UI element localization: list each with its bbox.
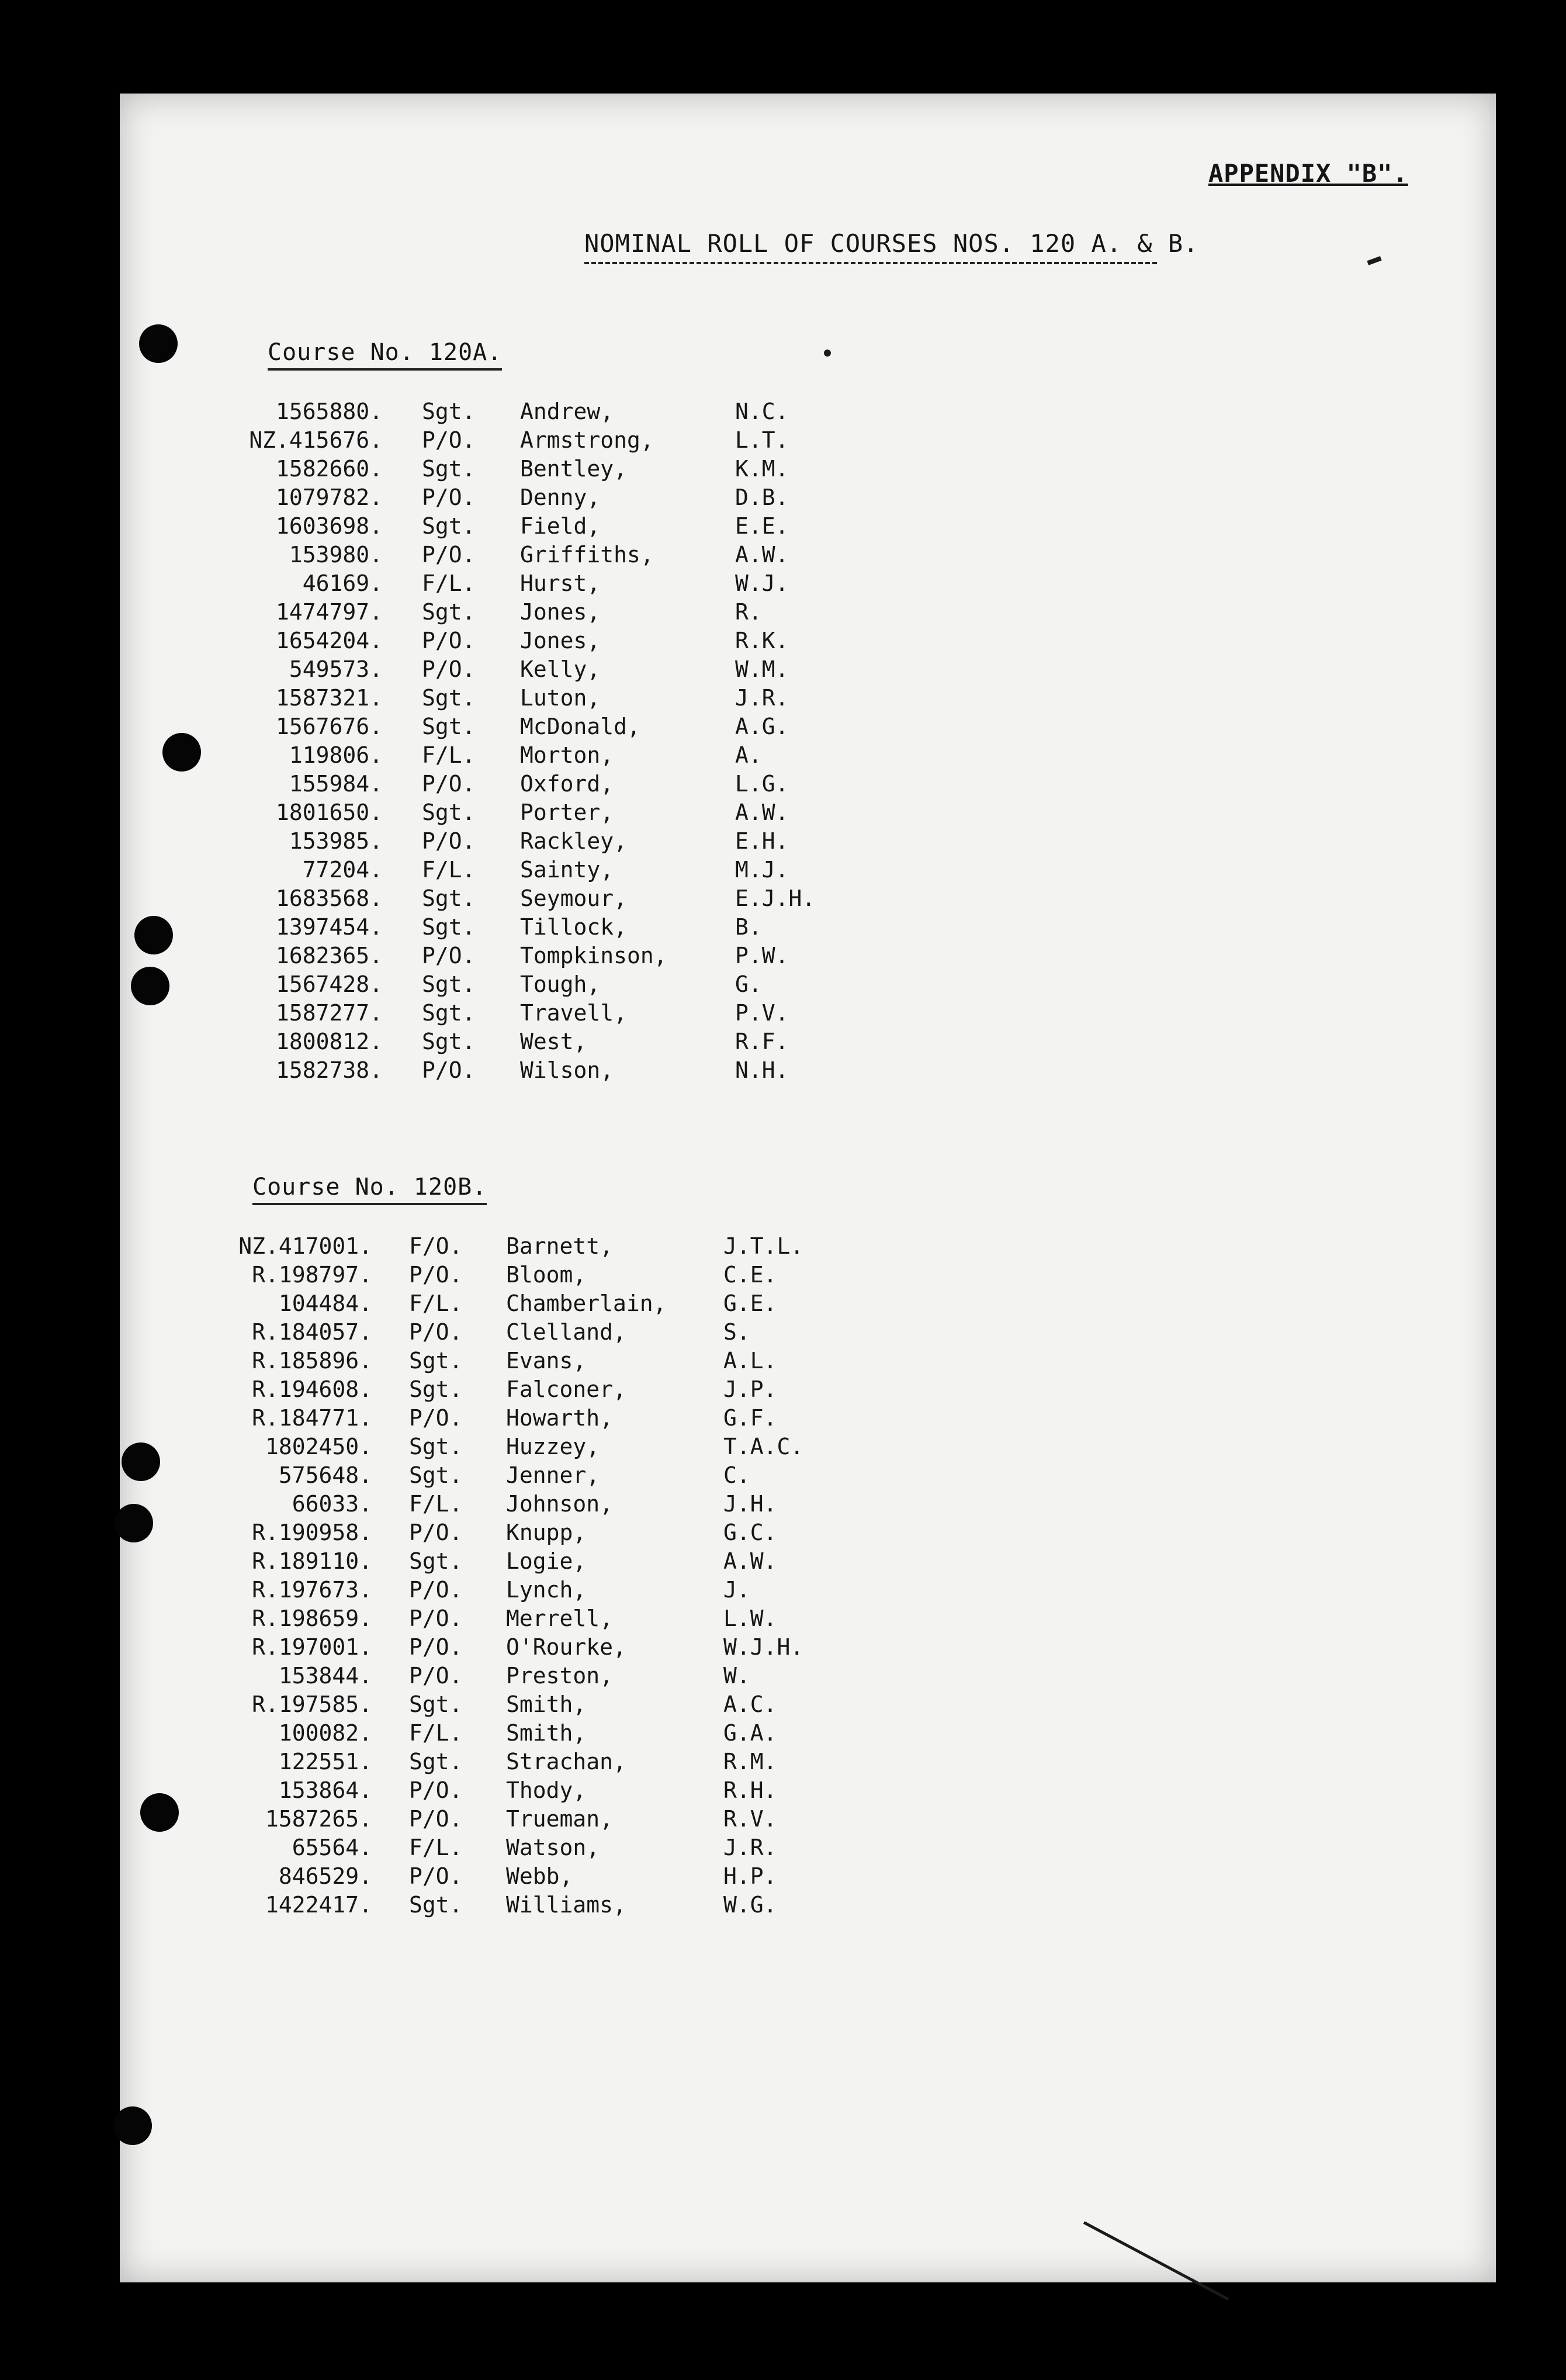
surname: Bentley, xyxy=(520,456,628,482)
surname: Williams, xyxy=(506,1892,626,1918)
rank: P/O. xyxy=(422,427,476,453)
rank: P/O. xyxy=(409,1262,463,1288)
rank: P/O. xyxy=(422,943,476,968)
initials: G.E. xyxy=(723,1291,777,1316)
initials: R.V. xyxy=(723,1806,777,1832)
rank: Sgt. xyxy=(409,1434,463,1459)
service-number: R.197585. xyxy=(252,1691,372,1717)
rank: P/O. xyxy=(422,828,476,854)
surname: Huzzey, xyxy=(506,1434,600,1459)
service-number: 549573. xyxy=(289,656,383,682)
rank: P/O. xyxy=(409,1577,463,1603)
rank: Sgt. xyxy=(409,1376,463,1402)
initials: P.V. xyxy=(735,1000,789,1026)
service-number: 1397454. xyxy=(275,914,383,940)
surname: Luton, xyxy=(520,685,601,711)
service-number: 1474797. xyxy=(275,599,383,625)
service-number: 1683568. xyxy=(275,885,383,911)
initials: W.M. xyxy=(735,656,789,682)
surname: Denny, xyxy=(520,485,601,510)
initials: A.G. xyxy=(735,714,789,739)
service-number: 1587321. xyxy=(275,685,383,711)
surname: Trueman, xyxy=(506,1806,614,1832)
rank: Sgt. xyxy=(422,1000,476,1026)
rank: P/O. xyxy=(422,628,476,653)
course-heading-120a: Course No. 120A. xyxy=(268,339,502,371)
service-number: 104484. xyxy=(278,1291,372,1316)
rank: Sgt. xyxy=(409,1749,463,1774)
surname: Jones, xyxy=(520,599,601,625)
surname: O'Rourke, xyxy=(506,1634,626,1660)
rank: Sgt. xyxy=(409,1691,463,1717)
initials: G.F. xyxy=(723,1405,777,1431)
service-number: R.198659. xyxy=(252,1606,372,1631)
rank: F/O. xyxy=(409,1233,463,1259)
rank: Sgt. xyxy=(409,1548,463,1574)
page-title: NOMINAL ROLL OF COURSES NOS. 120 A. & B. xyxy=(584,229,1199,258)
initials: P.W. xyxy=(735,943,789,968)
surname: Evans, xyxy=(506,1348,587,1374)
initials: R. xyxy=(735,599,762,625)
initials: E.H. xyxy=(735,828,789,854)
rank: P/O. xyxy=(422,771,476,797)
initials: B. xyxy=(735,914,762,940)
surname: Rackley, xyxy=(520,828,628,854)
surname: Morton, xyxy=(520,742,614,768)
surname: Lynch, xyxy=(506,1577,587,1603)
initials: G.C. xyxy=(723,1520,777,1545)
surname: Field, xyxy=(520,513,601,539)
surname: Sainty, xyxy=(520,857,614,883)
rank: P/O. xyxy=(422,1057,476,1083)
service-number: R.185896. xyxy=(252,1348,372,1374)
rank: Sgt. xyxy=(422,971,476,997)
surname: Tompkinson, xyxy=(520,943,667,968)
rank: F/L. xyxy=(409,1491,463,1517)
surname: Armstrong, xyxy=(520,427,654,453)
rank: P/O. xyxy=(409,1863,463,1889)
initials: M.J. xyxy=(735,857,789,883)
initials: W. xyxy=(723,1663,750,1689)
rank: P/O. xyxy=(409,1405,463,1431)
service-number: 1567428. xyxy=(275,971,383,997)
initials: C.E. xyxy=(723,1262,777,1288)
rank: Sgt. xyxy=(422,885,476,911)
rank: F/L. xyxy=(409,1291,463,1316)
surname: Clelland, xyxy=(506,1319,626,1345)
surname: Knupp, xyxy=(506,1520,587,1545)
surname: Seymour, xyxy=(520,885,628,911)
service-number: 1079782. xyxy=(275,485,383,510)
surname: Watson, xyxy=(506,1835,600,1860)
surname: Porter, xyxy=(520,800,614,825)
initials: A.W. xyxy=(735,542,789,568)
surname: Tillock, xyxy=(520,914,628,940)
punch-hole xyxy=(122,1442,160,1481)
punch-hole xyxy=(115,1504,153,1542)
service-number: 153864. xyxy=(278,1777,372,1803)
rank: Sgt. xyxy=(422,456,476,482)
initials: A.W. xyxy=(723,1548,777,1574)
initials: W.J. xyxy=(735,570,789,596)
surname: Kelly, xyxy=(520,656,601,682)
initials: D.B. xyxy=(735,485,789,510)
surname: Tough, xyxy=(520,971,601,997)
initials: S. xyxy=(723,1319,750,1345)
punch-hole xyxy=(134,916,173,954)
service-number: 122551. xyxy=(278,1749,372,1774)
initials: J.P. xyxy=(723,1376,777,1402)
initials: W.G. xyxy=(723,1892,777,1918)
service-number: R.197673. xyxy=(252,1577,372,1603)
service-number: 1654204. xyxy=(275,628,383,653)
service-number: 100082. xyxy=(278,1720,372,1746)
service-number: 575648. xyxy=(278,1462,372,1488)
surname: Thody, xyxy=(506,1777,587,1803)
initials: L.T. xyxy=(735,427,789,453)
surname: Smith, xyxy=(506,1720,587,1746)
service-number: 155984. xyxy=(289,771,383,797)
title-underline xyxy=(584,262,1157,264)
surname: Oxford, xyxy=(520,771,614,797)
service-number: R.197001. xyxy=(252,1634,372,1660)
initials: E.J.H. xyxy=(735,885,816,911)
surname: Falconer, xyxy=(506,1376,626,1402)
surname: Logie, xyxy=(506,1548,587,1574)
rank: F/L. xyxy=(422,742,476,768)
rank: P/O. xyxy=(422,485,476,510)
initials: N.C. xyxy=(735,399,789,424)
surname: West, xyxy=(520,1029,587,1054)
rank: F/L. xyxy=(422,570,476,596)
service-number: R.184771. xyxy=(252,1405,372,1431)
service-number: 153844. xyxy=(278,1663,372,1689)
service-number: R.198797. xyxy=(252,1262,372,1288)
punch-hole xyxy=(113,2106,152,2145)
service-number: 1682365. xyxy=(275,943,383,968)
service-number: 1422417. xyxy=(265,1892,372,1918)
service-number: 1567676. xyxy=(275,714,383,739)
initials: R.M. xyxy=(723,1749,777,1774)
service-number: 119806. xyxy=(289,742,383,768)
surname: Travell, xyxy=(520,1000,628,1026)
rank: Sgt. xyxy=(422,1029,476,1054)
rank: P/O. xyxy=(409,1606,463,1631)
rank: P/O. xyxy=(409,1663,463,1689)
initials: G.A. xyxy=(723,1720,777,1746)
service-number: 153985. xyxy=(289,828,383,854)
rank: F/L. xyxy=(409,1720,463,1746)
initials: R.F. xyxy=(735,1029,789,1054)
initials: H.P. xyxy=(723,1863,777,1889)
initials: J.T.L. xyxy=(723,1233,804,1259)
surname: Merrell, xyxy=(506,1606,614,1631)
service-number: R.184057. xyxy=(252,1319,372,1345)
rank: F/L. xyxy=(422,857,476,883)
initials: L.W. xyxy=(723,1606,777,1631)
course-heading-120b: Course No. 120B. xyxy=(252,1174,487,1205)
rank: P/O. xyxy=(409,1520,463,1545)
service-number: R.189110. xyxy=(252,1548,372,1574)
service-number: 77204. xyxy=(302,857,383,883)
surname: Andrew, xyxy=(520,399,614,424)
initials: J.R. xyxy=(723,1835,777,1860)
rank: Sgt. xyxy=(422,800,476,825)
rank: Sgt. xyxy=(409,1892,463,1918)
service-number: 1582738. xyxy=(275,1057,383,1083)
initials: C. xyxy=(723,1462,750,1488)
initials: G. xyxy=(735,971,762,997)
surname: Hurst, xyxy=(520,570,601,596)
rank: Sgt. xyxy=(409,1348,463,1374)
service-number: 1603698. xyxy=(275,513,383,539)
rank: P/O. xyxy=(409,1319,463,1345)
rank: P/O. xyxy=(409,1777,463,1803)
initials: A. xyxy=(735,742,762,768)
stray-mark xyxy=(824,350,831,357)
surname: Jones, xyxy=(520,628,601,653)
surname: Strachan, xyxy=(506,1749,626,1774)
initials: W.J.H. xyxy=(723,1634,804,1660)
surname: Webb, xyxy=(506,1863,573,1889)
rank: F/L. xyxy=(409,1835,463,1860)
rank: Sgt. xyxy=(422,399,476,424)
rank: Sgt. xyxy=(422,513,476,539)
initials: J.H. xyxy=(723,1491,777,1517)
punch-hole xyxy=(139,324,178,363)
service-number: R.194608. xyxy=(252,1376,372,1402)
surname: McDonald, xyxy=(520,714,640,739)
initials: E.E. xyxy=(735,513,789,539)
initials: K.M. xyxy=(735,456,789,482)
service-number: R.190958. xyxy=(252,1520,372,1545)
initials: R.H. xyxy=(723,1777,777,1803)
service-number: 1802450. xyxy=(265,1434,372,1459)
initials: L.G. xyxy=(735,771,789,797)
initials: J.R. xyxy=(735,685,789,711)
surname: Wilson, xyxy=(520,1057,614,1083)
initials: N.H. xyxy=(735,1057,789,1083)
punch-hole xyxy=(131,967,169,1005)
service-number: 66033. xyxy=(292,1491,372,1517)
rank: Sgt. xyxy=(422,714,476,739)
surname: Griffiths, xyxy=(520,542,654,568)
service-number: 1587265. xyxy=(265,1806,372,1832)
service-number: 1587277. xyxy=(275,1000,383,1026)
service-number: 1800812. xyxy=(275,1029,383,1054)
initials: J. xyxy=(723,1577,750,1603)
surname: Jenner, xyxy=(506,1462,600,1488)
rank: Sgt. xyxy=(422,599,476,625)
surname: Smith, xyxy=(506,1691,587,1717)
service-number: 46169. xyxy=(302,570,383,596)
service-number: 1582660. xyxy=(275,456,383,482)
service-number: 846529. xyxy=(278,1863,372,1889)
initials: A.W. xyxy=(735,800,789,825)
appendix-label: APPENDIX "B". xyxy=(1208,159,1408,188)
initials: T.A.C. xyxy=(723,1434,804,1459)
service-number: 1801650. xyxy=(275,800,383,825)
rank: Sgt. xyxy=(422,914,476,940)
rank: P/O. xyxy=(409,1634,463,1660)
rank: P/O. xyxy=(422,542,476,568)
service-number: 65564. xyxy=(292,1835,372,1860)
initials: A.C. xyxy=(723,1691,777,1717)
surname: Barnett, xyxy=(506,1233,614,1259)
initials: R.K. xyxy=(735,628,789,653)
surname: Bloom, xyxy=(506,1262,587,1288)
service-number: NZ.415676. xyxy=(249,427,383,453)
surname: Johnson, xyxy=(506,1491,614,1517)
surname: Preston, xyxy=(506,1663,614,1689)
rank: P/O. xyxy=(422,656,476,682)
service-number: 1565880. xyxy=(275,399,383,424)
rank: P/O. xyxy=(409,1806,463,1832)
rank: Sgt. xyxy=(409,1462,463,1488)
service-number: 153980. xyxy=(289,542,383,568)
initials: A.L. xyxy=(723,1348,777,1374)
surname: Chamberlain, xyxy=(506,1291,667,1316)
surname: Howarth, xyxy=(506,1405,614,1431)
rank: Sgt. xyxy=(422,685,476,711)
service-number: NZ.417001. xyxy=(238,1233,372,1259)
